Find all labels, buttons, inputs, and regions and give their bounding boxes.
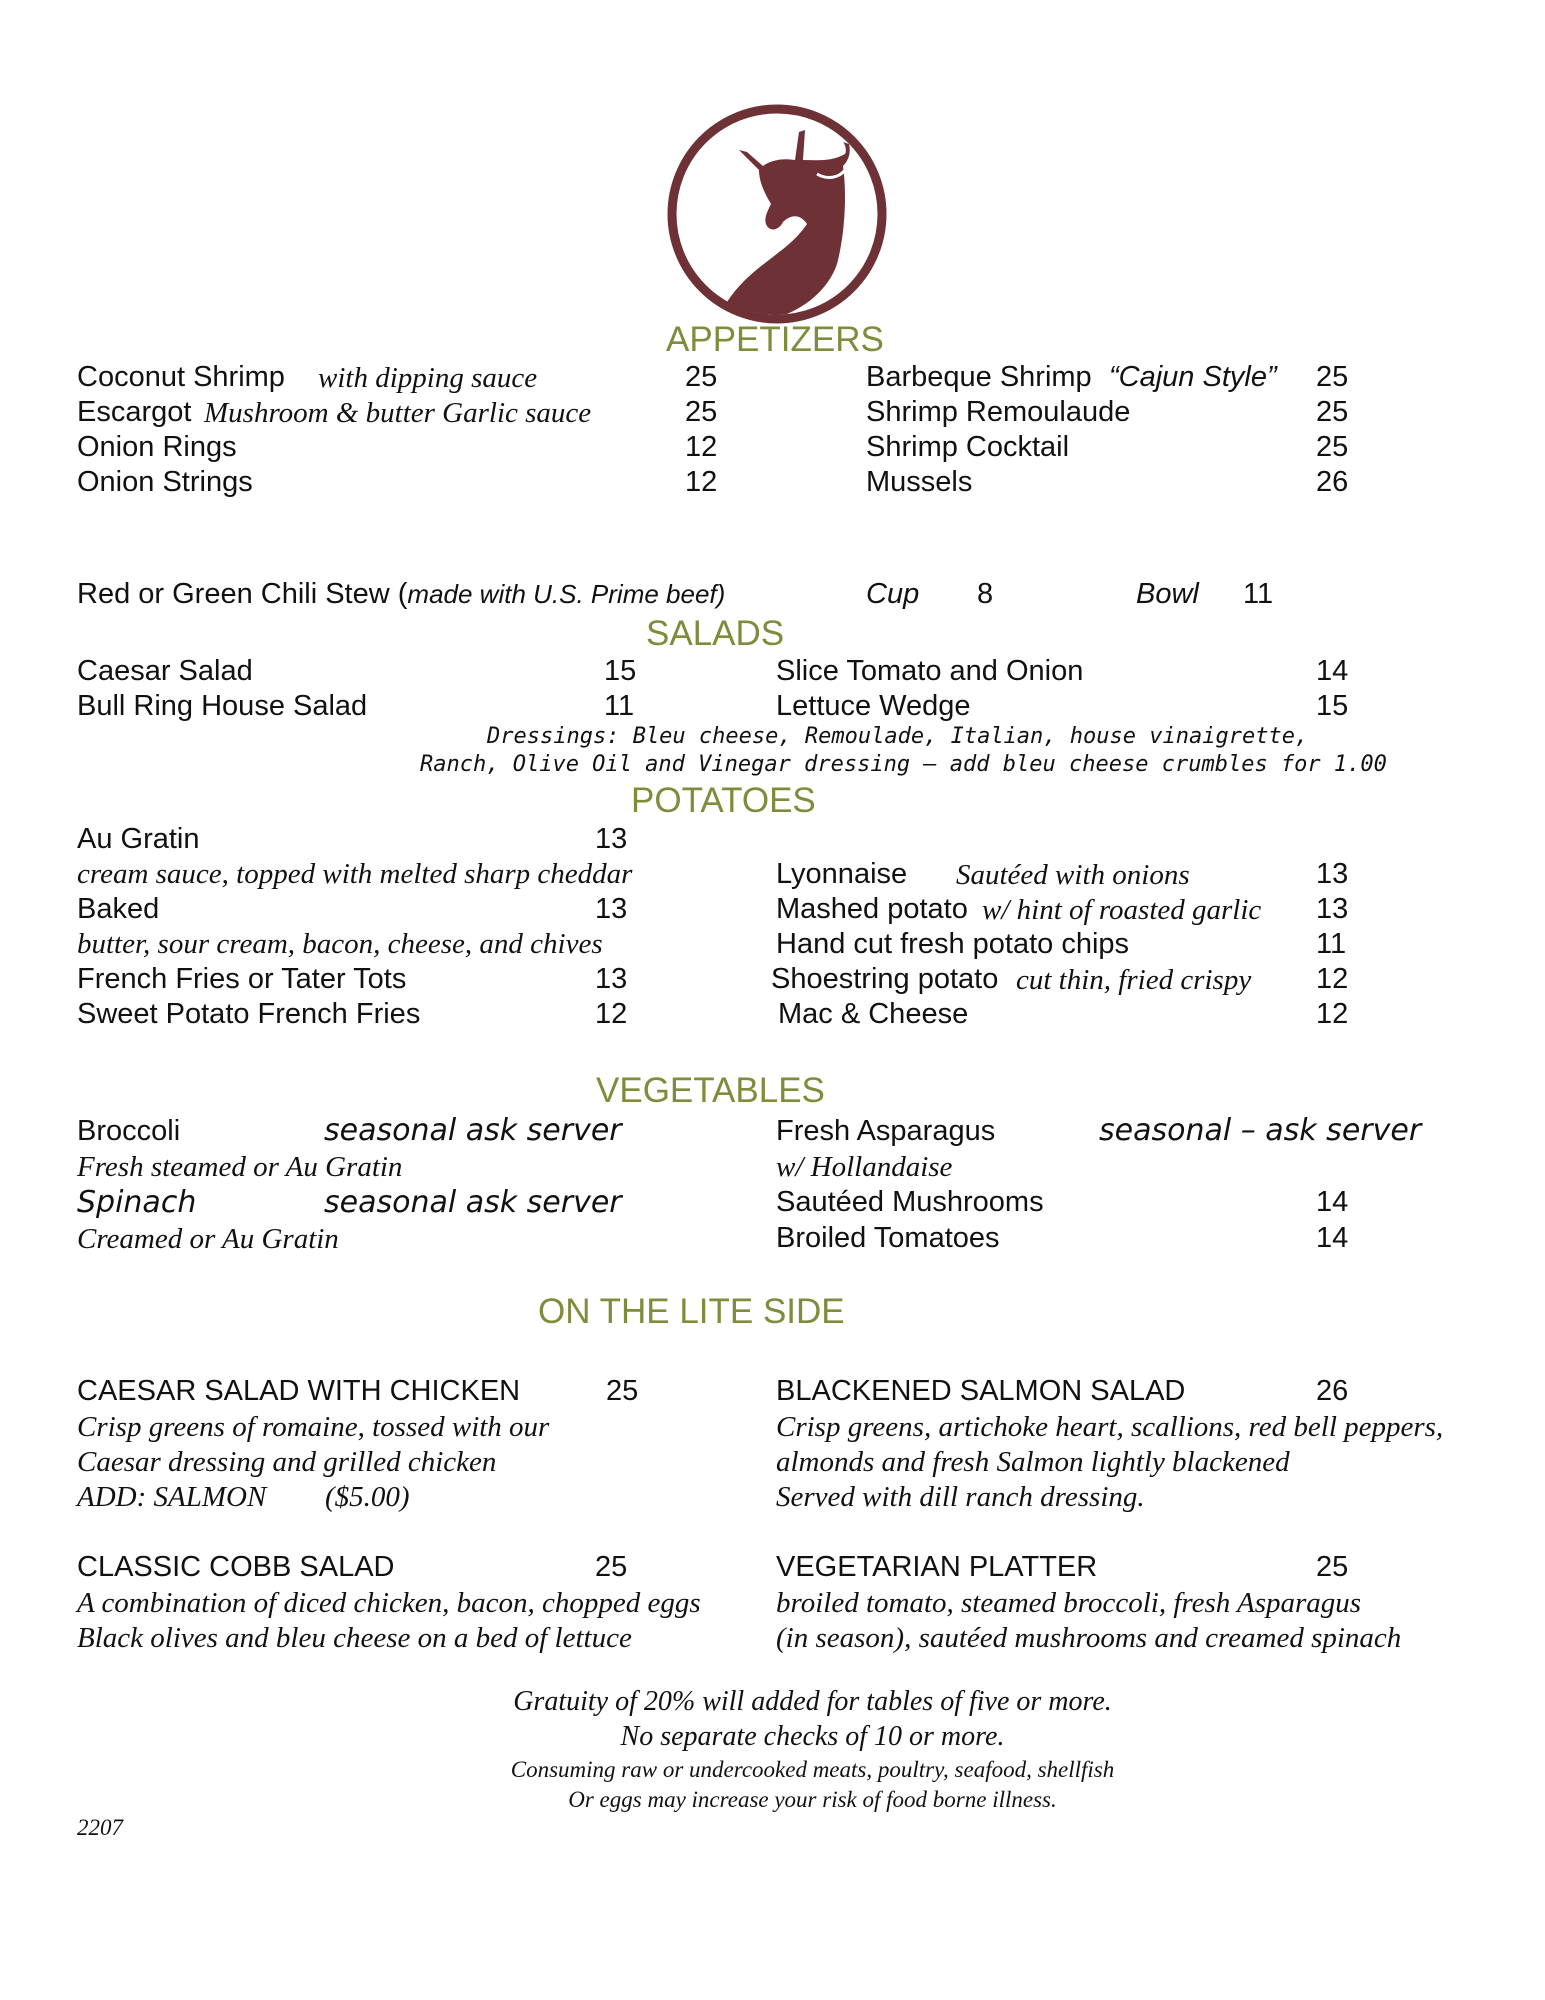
menu-item-price: 14	[1316, 1222, 1349, 1254]
menu-item-name: BLACKENED SALMON SALAD	[776, 1375, 1186, 1407]
health-warning-line-1: Consuming raw or undercooked meats, poultry, seafood, shellfish	[510, 1757, 1115, 1782]
menu-item-price: 11	[1316, 928, 1347, 960]
menu-item-name: Fresh Asparagus	[776, 1115, 996, 1147]
menu-item-name: French Fries or Tater Tots	[77, 963, 407, 995]
menu-item-name: Slice Tomato and Onion	[776, 655, 1084, 687]
menu-item-price: 12	[685, 466, 718, 498]
menu-item-price: 25	[1316, 431, 1349, 463]
chili-cup-label: Cup	[866, 578, 920, 610]
menu-item-price: 12	[595, 998, 628, 1030]
menu-item-name: Hand cut fresh potato chips	[776, 928, 1130, 960]
dressings-line-2: Ranch, Olive Oil and Vinegar dressing – add bleu cheese crumbles for 1.00	[420, 752, 1387, 777]
menu-item-name: Au Gratin	[77, 823, 200, 855]
add-on-label: ADD: SALMON	[77, 1481, 267, 1513]
menu-item-name: Onion Rings	[77, 431, 237, 463]
menu-item-price: 13	[1316, 858, 1349, 890]
menu-item-price: 13	[595, 893, 628, 925]
menu-item-name: Shrimp Cocktail	[866, 431, 1070, 463]
menu-item-name: Barbeque Shrimp	[866, 361, 1092, 393]
menu-item-name: Onion Strings	[77, 466, 253, 498]
menu-item-desc: Mushroom & butter Garlic sauce	[204, 397, 592, 429]
menu-item-desc: with dipping sauce	[318, 362, 538, 394]
menu-item-price: 25	[1316, 1551, 1349, 1583]
menu-item-name: Caesar Salad	[77, 655, 253, 687]
section-title-vegetables: VEGETABLES	[596, 1071, 825, 1110]
menu-item-name: Sweet Potato French Fries	[77, 998, 421, 1030]
menu-item-note: seasonal – ask server	[1099, 1113, 1422, 1148]
menu-item-desc: Caesar dressing and grilled chicken	[77, 1446, 497, 1478]
menu-item-price: 25	[606, 1375, 639, 1407]
gratuity-note: Gratuity of 20% will added for tables of five or more.	[513, 1686, 1112, 1717]
menu-item-price: 12	[1316, 998, 1349, 1030]
section-title-appetizers: APPETIZERS	[666, 320, 884, 359]
menu-item-price: 13	[595, 823, 628, 855]
chili-bowl-price: 11	[1243, 578, 1274, 610]
menu-item-price: 13	[595, 963, 628, 995]
menu-item-price: 12	[1316, 963, 1349, 995]
menu-item-name: Shrimp Remoulaude	[866, 396, 1131, 428]
menu-item-name: CAESAR SALAD WITH CHICKEN	[77, 1375, 521, 1407]
menu-item-desc: cut thin, fried crispy	[1016, 964, 1252, 996]
menu-item-desc: almonds and fresh Salmon lightly blackened	[776, 1446, 1290, 1478]
menu-item-price: 26	[1316, 466, 1349, 498]
menu-item-price: 14	[1316, 1186, 1349, 1218]
menu-item-price: 25	[595, 1551, 628, 1583]
menu-item-price: 25	[685, 396, 718, 428]
section-title-potatoes: POTATOES	[631, 781, 816, 820]
menu-item-name: Spinach	[77, 1185, 197, 1220]
menu-item-name: Mussels	[866, 466, 973, 498]
menu-item-name: Mashed potato	[776, 893, 968, 925]
menu-item-name: CLASSIC COBB SALAD	[77, 1551, 395, 1583]
menu-item-name: Baked	[77, 893, 160, 925]
menu-item-price: 25	[1316, 396, 1349, 428]
menu-item-desc: Crisp greens of romaine, tossed with our	[77, 1411, 550, 1443]
menu-item-price: 14	[1316, 655, 1349, 687]
menu-item-desc: Sautéed with onions	[956, 859, 1190, 891]
chili-title: Red or Green Chili Stew (	[77, 578, 408, 610]
menu-item-price: 25	[685, 361, 718, 393]
menu-item-name: Broiled Tomatoes	[776, 1222, 1000, 1254]
menu-item-desc: broiled tomato, steamed broccoli, fresh Asparagus	[776, 1587, 1362, 1619]
section-title-salads: SALADS	[646, 614, 785, 653]
menu-item-name: Bull Ring House Salad	[77, 690, 368, 722]
menu-item-desc: w/ Hollandaise	[776, 1151, 953, 1183]
menu-item-desc: cream sauce, topped with melted sharp cheddar	[77, 858, 633, 890]
menu-item-note: seasonal ask server	[324, 1185, 622, 1220]
menu-item-price: 25	[1316, 361, 1349, 393]
menu-item-name: Lyonnaise	[776, 858, 908, 890]
menu-item-desc: “Cajun Style”	[1109, 361, 1277, 393]
menu-item-desc: Fresh steamed or Au Gratin	[77, 1151, 403, 1183]
chili-cup-price: 8	[977, 578, 994, 610]
menu-item-name: Mac & Cheese	[778, 998, 969, 1030]
add-on-price: ($5.00)	[325, 1481, 410, 1513]
bull-logo	[667, 104, 887, 324]
menu-item-desc: Black olives and bleu cheese on a bed of lettuce	[77, 1622, 632, 1654]
menu-item-desc: w/ hint of roasted garlic	[982, 894, 1262, 926]
menu-item-price: 12	[685, 431, 718, 463]
menu-item-desc: A combination of diced chicken, bacon, chopped eggs	[77, 1587, 701, 1619]
menu-item-price: 13	[1316, 893, 1349, 925]
menu-item-name: Coconut Shrimp	[77, 361, 285, 393]
menu-item-name: Lettuce Wedge	[776, 690, 971, 722]
menu-item-name: Sautéed Mushrooms	[776, 1186, 1044, 1218]
menu-item-note: seasonal ask server	[324, 1113, 622, 1148]
chili-name	[77, 578, 725, 611]
menu-item-desc: Creamed or Au Gratin	[77, 1223, 339, 1255]
menu-item-name: VEGETARIAN PLATTER	[776, 1551, 1098, 1583]
menu-item-desc: (in season), sautéed mushrooms and creamed spinach	[776, 1622, 1402, 1654]
menu-item-name: Escargot	[77, 396, 192, 428]
menu-item-name: Broccoli	[77, 1115, 181, 1147]
menu-item-desc: Crisp greens, artichoke heart, scallions, red bell peppers,	[776, 1411, 1444, 1443]
menu-item-price: 15	[604, 655, 637, 687]
menu-item-price: 15	[1316, 690, 1349, 722]
menu-item-name: Shoestring potato	[771, 963, 999, 995]
chili-desc: made with U.S. Prime beef)	[407, 579, 726, 609]
dressings-line-1: Dressings: Bleu cheese, Remoulade, Italian, house vinaigrette,	[487, 724, 1309, 749]
health-warning-line-2: Or eggs may increase your risk of food borne illness.	[568, 1787, 1057, 1812]
separate-checks-note: No separate checks of 10 or more.	[620, 1721, 1005, 1752]
chili-bowl-label: Bowl	[1136, 578, 1199, 610]
menu-item-desc: Served with dill ranch dressing.	[776, 1481, 1145, 1513]
menu-code: 2207	[77, 1815, 123, 1840]
section-title-lite: ON THE LITE SIDE	[538, 1292, 845, 1331]
menu-item-price: 11	[604, 690, 635, 722]
menu-item-price: 26	[1316, 1375, 1349, 1407]
menu-item-desc: butter, sour cream, bacon, cheese, and chives	[77, 928, 603, 960]
